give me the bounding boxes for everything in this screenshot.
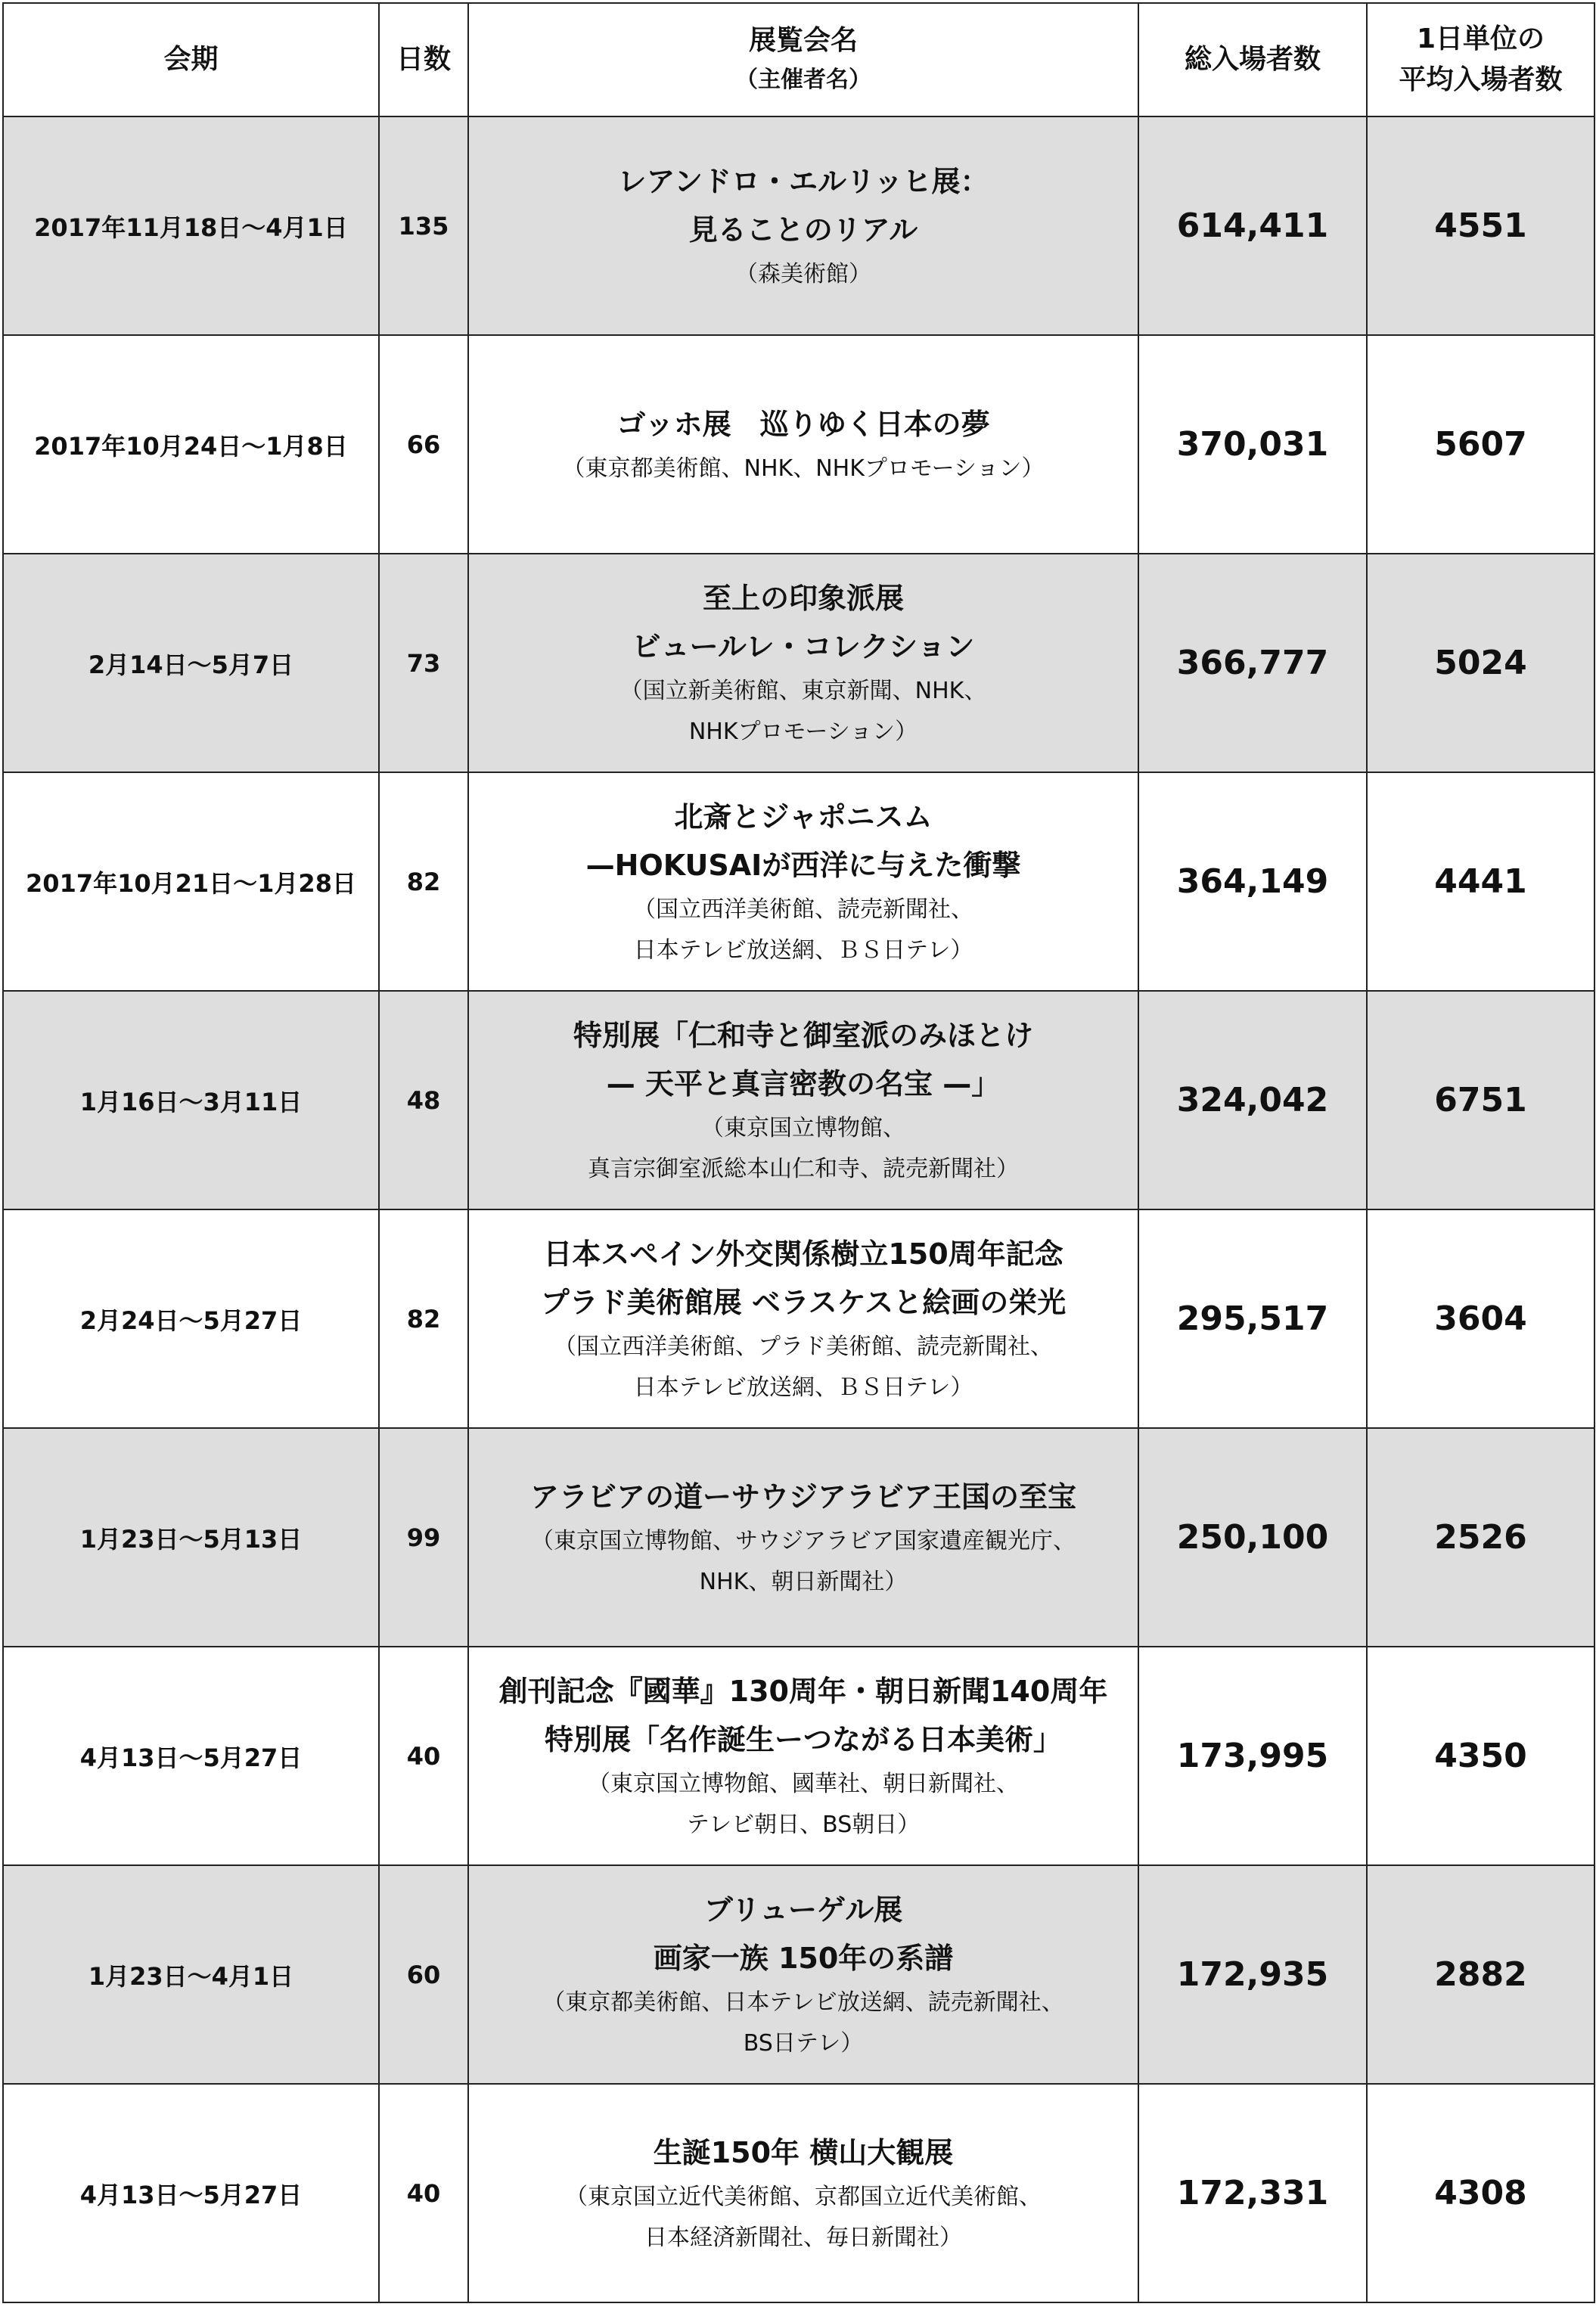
table-row bbox=[3, 554, 1594, 772]
period-cell: 2017年11月18日〜4月1日 bbox=[3, 116, 379, 335]
days-cell: 135 bbox=[379, 116, 468, 335]
daily-average-cell: 5607 bbox=[1367, 335, 1594, 554]
days-cell: 40 bbox=[379, 1647, 468, 1865]
total-attendance-cell: 172,935 bbox=[1138, 1865, 1367, 2084]
table-row bbox=[3, 2084, 1594, 2302]
period-cell: 1月23日〜5月13日 bbox=[3, 1428, 379, 1647]
organizer-line: （東京都美術館、日本テレビ放送網、読売新聞社、 bbox=[542, 1989, 1064, 2016]
organizer-line: （国立西洋美術館、読売新聞社、 bbox=[633, 896, 973, 923]
exhibition-title-line: 日本スペイン外交関係樹立150周年記念 bbox=[543, 1237, 1063, 1271]
organizer-line: （東京都美術館、NHK、NHKプロモーション） bbox=[562, 455, 1045, 482]
table-row bbox=[3, 991, 1594, 1209]
daily-average-cell: 4551 bbox=[1367, 116, 1594, 335]
daily-average-cell: 4308 bbox=[1367, 2084, 1594, 2302]
total-attendance-cell: 614,411 bbox=[1138, 116, 1367, 335]
daily-average-cell: 6751 bbox=[1367, 991, 1594, 1209]
exhibition-title-line: レアンドロ・エルリッヒ展： bbox=[617, 164, 989, 198]
header-organizer-label: （主催者名） bbox=[735, 67, 871, 93]
exhibition-title-line: 特別展「仁和寺と御室派のみほとけ bbox=[573, 1018, 1033, 1052]
exhibition-title-line: 北斎とジャポニスム bbox=[674, 799, 933, 834]
exhibition-title-line: 画家一族 150年の系譜 bbox=[653, 1941, 954, 1975]
exhibition-title-line: アラビアの道ーサウジアラビア王国の至宝 bbox=[529, 1479, 1076, 1514]
header-name-label: 展覧会名 bbox=[748, 25, 858, 56]
days-cell: 48 bbox=[379, 991, 468, 1209]
organizer-line: 日本経済新聞社、毎日新聞社） bbox=[644, 2224, 962, 2251]
exhibition-name-cell bbox=[468, 1209, 1138, 1428]
exhibition-title-line: ゴッホ展 巡りゆく日本の夢 bbox=[616, 407, 990, 441]
table-row bbox=[3, 1209, 1594, 1428]
exhibition-title-line: — 天平と真言密教の名宝 —」 bbox=[606, 1067, 1001, 1101]
daily-average-cell: 4350 bbox=[1367, 1647, 1594, 1865]
period-cell: 4月13日〜5月27日 bbox=[3, 1647, 379, 1865]
daily-average-cell: 2526 bbox=[1367, 1428, 1594, 1647]
exhibition-name-cell bbox=[468, 116, 1138, 335]
exhibition-title-line: 特別展「名作誕生ーつながる日本美術」 bbox=[544, 1722, 1062, 1756]
organizer-line: 日本テレビ放送網、ＢＳ日テレ） bbox=[633, 1374, 973, 1401]
exhibition-name-cell bbox=[468, 1428, 1138, 1647]
organizer-line: （東京国立博物館、 bbox=[701, 1114, 905, 1141]
period-cell: 2017年10月21日〜1月28日 bbox=[3, 772, 379, 991]
period-cell: 1月23日〜4月1日 bbox=[3, 1865, 379, 2084]
total-attendance-cell: 324,042 bbox=[1138, 991, 1367, 1209]
header-avg-line1: 1日単位の bbox=[1416, 23, 1545, 54]
exhibition-title-line: ブリューゲル展 bbox=[703, 1892, 903, 1927]
organizer-line: （国立西洋美術館、プラド美術館、読売新聞社、 bbox=[554, 1333, 1053, 1360]
days-cell: 82 bbox=[379, 1209, 468, 1428]
organizer-line: （東京国立博物館、サウジアラビア国家遺産観光庁、 bbox=[531, 1527, 1076, 1554]
organizer-line: BS日テレ） bbox=[743, 2029, 864, 2057]
header-days: 日数 bbox=[379, 3, 468, 116]
exhibition-name-cell bbox=[468, 772, 1138, 991]
period-cell: 4月13日〜5月27日 bbox=[3, 2084, 379, 2302]
exhibition-name-cell bbox=[468, 1865, 1138, 2084]
days-cell: 66 bbox=[379, 335, 468, 554]
organizer-line: NHKプロモーション） bbox=[688, 718, 918, 745]
period-cell: 2月14日〜5月7日 bbox=[3, 554, 379, 772]
days-cell: 99 bbox=[379, 1428, 468, 1647]
header-period: 会期 bbox=[3, 3, 379, 116]
days-cell: 40 bbox=[379, 2084, 468, 2302]
exhibition-attendance-table bbox=[2, 2, 1595, 2303]
period-cell: 1月16日〜3月11日 bbox=[3, 991, 379, 1209]
period-cell: 2月24日〜5月27日 bbox=[3, 1209, 379, 1428]
table-row bbox=[3, 116, 1594, 335]
organizer-line: NHK、朝日新聞社） bbox=[699, 1568, 908, 1595]
daily-average-cell: 3604 bbox=[1367, 1209, 1594, 1428]
organizer-line: （国立新美術館、東京新聞、NHK、 bbox=[619, 677, 987, 704]
organizer-line: 日本テレビ放送網、ＢＳ日テレ） bbox=[633, 936, 973, 964]
header-total-attendance: 総入場者数 bbox=[1138, 3, 1367, 116]
daily-average-cell: 4441 bbox=[1367, 772, 1594, 991]
header-daily-average bbox=[1367, 3, 1594, 116]
exhibition-name-cell bbox=[468, 991, 1138, 1209]
header-row bbox=[3, 3, 1594, 116]
organizer-line: テレビ朝日、BS朝日） bbox=[686, 1811, 921, 1838]
exhibition-title-line: 至上の印象派展 bbox=[702, 581, 904, 615]
total-attendance-cell: 364,149 bbox=[1138, 772, 1367, 991]
organizer-line: （東京国立博物館、國華社、朝日新聞社、 bbox=[588, 1770, 1019, 1797]
table-row bbox=[3, 1647, 1594, 1865]
table-row bbox=[3, 1428, 1594, 1647]
days-cell: 73 bbox=[379, 554, 468, 772]
header-avg-line2: 平均入場者数 bbox=[1399, 64, 1563, 95]
organizer-line: 真言宗御室派総本山仁和寺、読売新聞社） bbox=[588, 1155, 1019, 1182]
table-row bbox=[3, 1865, 1594, 2084]
total-attendance-cell: 172,331 bbox=[1138, 2084, 1367, 2302]
total-attendance-cell: 173,995 bbox=[1138, 1647, 1367, 1865]
exhibition-name-cell bbox=[468, 554, 1138, 772]
exhibition-title-line: 創刊記念『國華』130周年・朝日新聞140周年 bbox=[498, 1674, 1108, 1708]
days-cell: 60 bbox=[379, 1865, 468, 2084]
organizer-line: （森美術館） bbox=[735, 260, 871, 287]
table-header bbox=[3, 3, 1594, 116]
total-attendance-cell: 366,777 bbox=[1138, 554, 1367, 772]
daily-average-cell: 2882 bbox=[1367, 1865, 1594, 2084]
exhibition-title-line: —HOKUSAIが西洋に与えた衝撃 bbox=[585, 848, 1021, 882]
header-exhibition-name bbox=[468, 3, 1138, 116]
exhibition-name-cell bbox=[468, 2084, 1138, 2302]
exhibition-name-cell bbox=[468, 335, 1138, 554]
period-cell: 2017年10月24日〜1月8日 bbox=[3, 335, 379, 554]
total-attendance-cell: 370,031 bbox=[1138, 335, 1367, 554]
total-attendance-cell: 250,100 bbox=[1138, 1428, 1367, 1647]
days-cell: 82 bbox=[379, 772, 468, 991]
exhibition-title-line: プラド美術館展 ベラスケスと絵画の栄光 bbox=[540, 1285, 1067, 1319]
exhibition-name-cell bbox=[468, 1647, 1138, 1865]
total-attendance-cell: 295,517 bbox=[1138, 1209, 1367, 1428]
daily-average-cell: 5024 bbox=[1367, 554, 1594, 772]
table-row bbox=[3, 772, 1594, 991]
table-row bbox=[3, 335, 1594, 554]
table-body bbox=[3, 116, 1594, 2302]
exhibition-title-line: ビュールレ・コレクション bbox=[632, 629, 975, 663]
organizer-line: （東京国立近代美術館、京都国立近代美術館、 bbox=[565, 2183, 1042, 2210]
exhibition-title-line: 見ることのリアル bbox=[688, 213, 918, 247]
exhibition-title-line: 生誕150年 横山大観展 bbox=[653, 2135, 954, 2169]
